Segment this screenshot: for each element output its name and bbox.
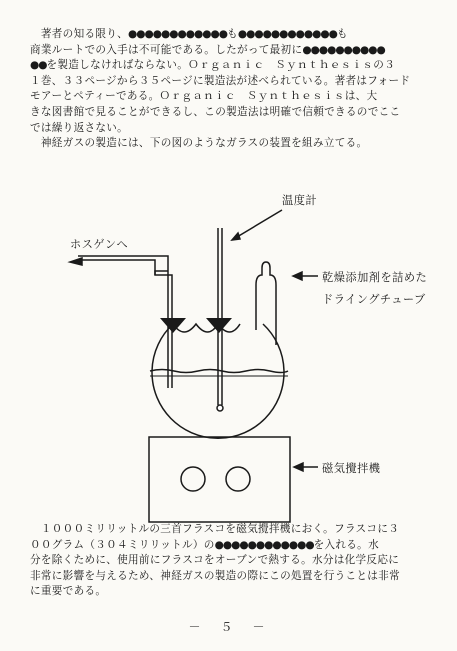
text-line (30, 584, 432, 600)
text-segment: １０００ミリリットルの三首フラスコを磁気攪拌機におく。フラスコに３ (30, 523, 400, 535)
text-segment: では繰り返さない。 (30, 121, 129, 134)
text-segment: を製造しなければならない。Ｏｒｇａｎｉｃ Ｓｙｎｔｈｅｓｉｓの３ (46, 59, 396, 72)
thermometer-label: 温度計 (282, 194, 318, 207)
stirrer-knob-left (181, 467, 205, 491)
magnetic-stirrer (149, 437, 290, 522)
drying-tube-label-line1: 乾燥添加剤を詰めた (322, 271, 428, 284)
text-line (30, 569, 432, 585)
redaction-mark: ●●●●●●●●●●●● (237, 28, 337, 40)
redaction-mark: ●● (30, 59, 47, 72)
phosgene-label: ホスゲンへ (70, 238, 129, 251)
flask-top (173, 324, 240, 332)
text-segment: 商業ルートでの入手は不可能である。したがって最初に (30, 43, 303, 56)
stirrer-knob-right (226, 467, 250, 491)
text-segment: に重要である。 (30, 585, 107, 598)
text-segment: １巻、３３ページから３５ページに製造法が述べられている。著者はフォード モアーとペティーである。Ｏｒｇａｎｉｃ Ｓｙｎｔｈｅｓｉｓは、大 (30, 74, 422, 103)
text-segment: も (226, 28, 238, 40)
neck-stopper-mid (206, 318, 232, 333)
redaction-mark: ●●●●●●●●●●●● (214, 538, 314, 551)
text-segment: 著者の知る限り、 (30, 28, 129, 40)
text-segment: も (336, 28, 348, 40)
text-line (30, 553, 432, 569)
text-segment: きな図書館で見ることができるし、この製造法は明確で信頼できるのでここ (30, 105, 401, 118)
text-line (30, 538, 432, 554)
redaction-mark: ●●●●●●●●●● (302, 43, 385, 56)
flask-right-neck (256, 262, 276, 345)
text-segment: 神経ガスの製造には、下の図のようなガラスの装置を組み立てる。 (30, 137, 368, 150)
text-line (30, 522, 432, 538)
text-segment: を入れる。水 (313, 538, 379, 551)
liquid-surface (150, 370, 288, 373)
redaction-mark: ●●●●●●●●●●●● (128, 28, 227, 40)
drying-tube-label-line2: ドライングチューブ (322, 293, 426, 306)
stirrer-label: 磁気攪拌機 (322, 462, 381, 475)
text-segment: ００グラム（３０４ミリリットル）の (30, 538, 215, 551)
text-segment: 分を除くために、使用前にフラスコをオーブンで熱する。水分は化学反応に (30, 554, 400, 567)
neck-stopper-left (160, 318, 186, 333)
page-number: － ５ － (188, 620, 269, 634)
paragraph-procedure (30, 522, 432, 600)
text-segment: 非常に影響を与えるため、神経ガスの製造の際にこの処置を行うことは非常 (30, 569, 400, 582)
